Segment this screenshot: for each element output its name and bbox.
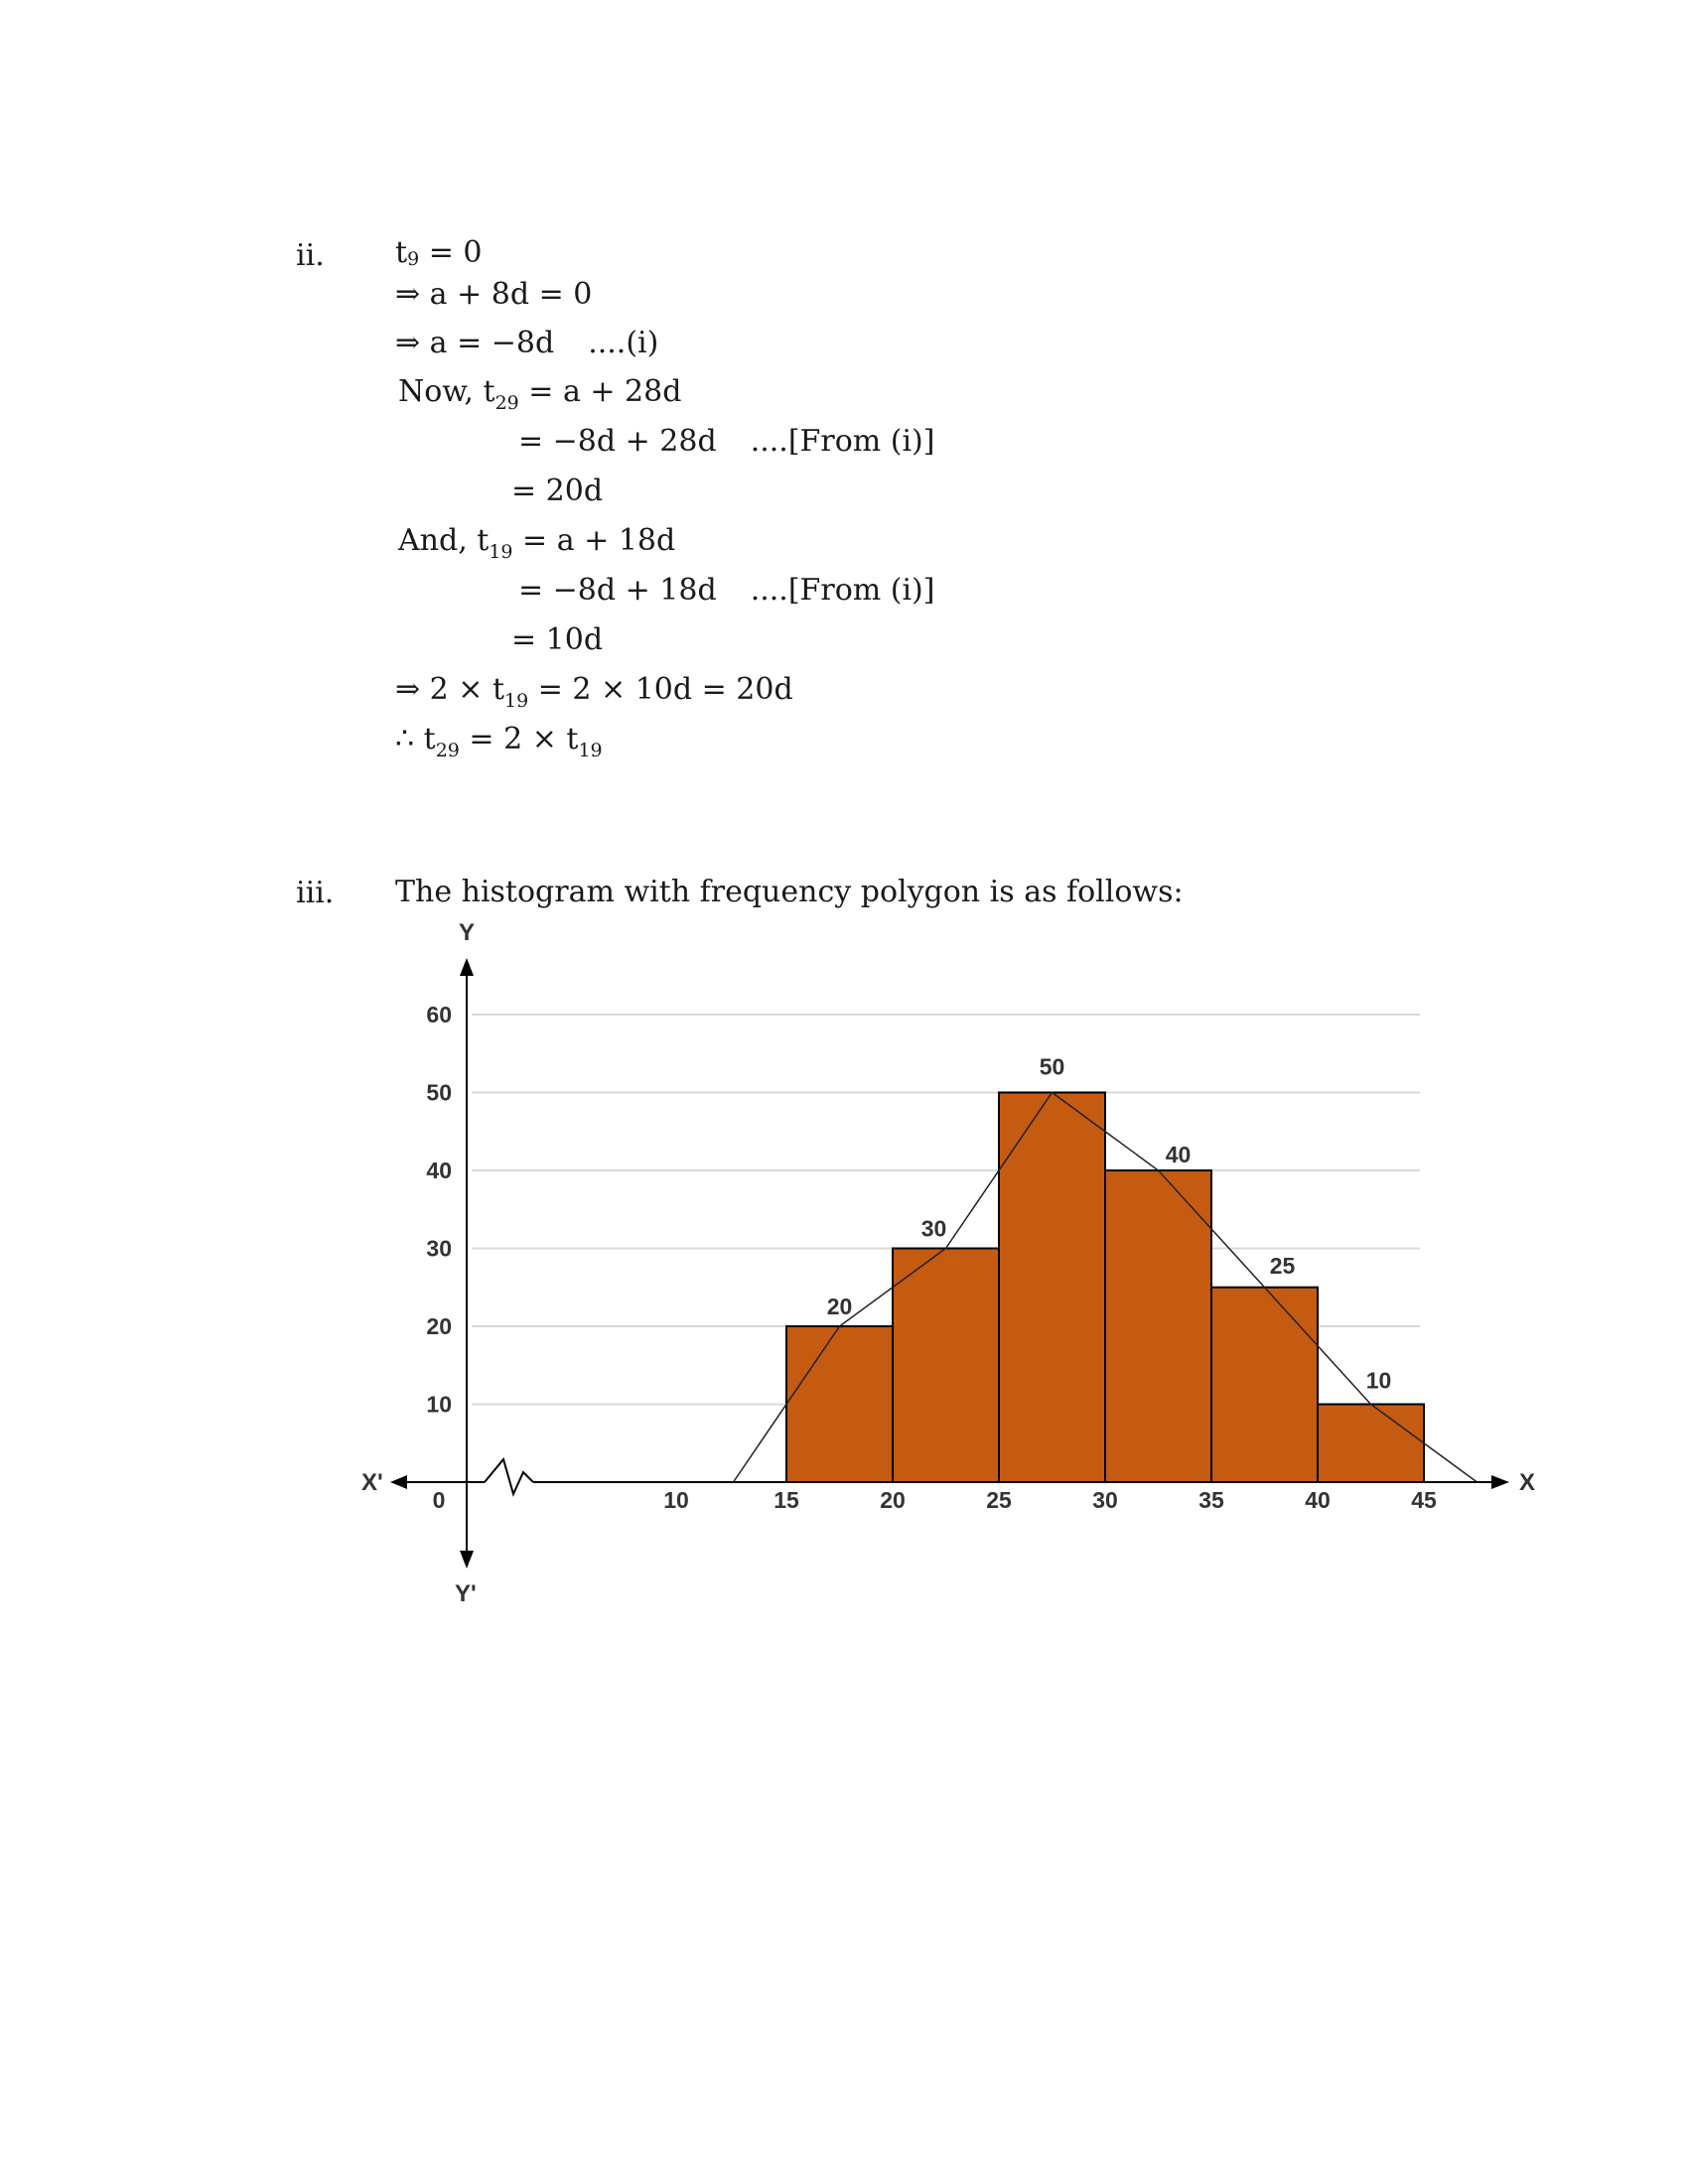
equation-line [518,573,935,608]
sub: 29 [494,392,519,414]
x-tick-label: 25 [986,1487,1012,1513]
x-tick-label: 35 [1198,1487,1224,1513]
data-label: 25 [1269,1252,1296,1279]
y-neg-arrow [460,1551,474,1569]
equation-line [398,374,682,414]
ref: ....[From (i)] [750,424,935,459]
pre: ⇒ a = −8d [395,326,555,360]
data-label: 20 [826,1294,853,1319]
equation-line [395,277,593,312]
pre: ⇒ a + 8d = 0 [395,277,593,312]
sub2: 19 [578,740,603,761]
post: = a + 18d [512,523,676,558]
x-tick-label: 30 [1092,1487,1118,1513]
pre: And, t [398,523,490,558]
equation-line [398,523,676,563]
pre: = −8d + 18d [518,573,717,608]
y-tick-label: 10 [426,1391,452,1418]
y-tick-label: 60 [426,1002,452,1027]
sub: 9 [407,248,420,270]
x-neg-axis-label: X' [361,1469,383,1496]
axis-break-mark [485,1459,533,1494]
x-tick-label: 20 [880,1487,906,1513]
post: = a + 28d [518,374,682,409]
pre: = 20d [511,474,604,508]
x-tick-label: 45 [1411,1487,1437,1513]
x-tick-label: 0 [432,1487,446,1513]
histogram-caption: The histogram with frequency polygon is as follows: [395,875,1184,909]
histogram-bar [1105,1170,1211,1482]
pre: ∴ t [395,722,436,756]
data-label: 50 [1039,1053,1065,1080]
x-tick-label: 10 [663,1487,689,1513]
ref: ....[From (i)] [750,573,935,608]
equation-line [395,326,659,360]
sub: 19 [504,690,529,712]
pre: = −8d + 28d [518,424,717,459]
x-axis-label: X [1519,1469,1536,1496]
sub: 29 [435,740,460,761]
y-tick-label: 20 [426,1313,452,1339]
equation-line [395,722,603,761]
post: = 0 [419,235,483,270]
x-tick-label: 15 [774,1487,799,1513]
histogram-bar [1211,1288,1318,1482]
histogram-chart [348,918,1569,1623]
y-axis-arrow [460,958,474,976]
pre: ⇒ 2 × t [395,672,505,707]
y-tick-label: 40 [426,1158,452,1183]
y-tick-label: 30 [426,1235,452,1262]
histogram-bar [893,1249,999,1483]
histogram-bar [999,1093,1105,1483]
histogram-bar [1318,1405,1424,1483]
equation-line [395,235,483,270]
y-tick-label: 50 [426,1079,452,1106]
equation-line [511,474,604,508]
x-axis-arrow [1491,1475,1509,1489]
x-tick-label: 40 [1305,1487,1331,1513]
post: = 2 × t [459,722,579,756]
x-neg-arrow [390,1475,407,1489]
pre: t [395,235,408,270]
section-iii-label: iii. [296,876,335,910]
histogram-bar [786,1326,893,1482]
equation-line [511,622,604,657]
equation-line [518,424,935,459]
ref: ....(i) [588,326,659,360]
data-label: 30 [920,1215,947,1242]
post: = 2 × 10d = 20d [528,672,793,707]
data-label: 40 [1165,1142,1192,1167]
data-label: 10 [1365,1367,1392,1394]
y-axis-label: Y [459,919,476,946]
section-ii-label: ii. [296,238,325,273]
sub: 19 [489,541,513,563]
equation-line [395,672,793,712]
pre: Now, t [398,374,495,409]
y-neg-axis-label: Y' [455,1580,477,1607]
pre: = 10d [511,622,604,657]
